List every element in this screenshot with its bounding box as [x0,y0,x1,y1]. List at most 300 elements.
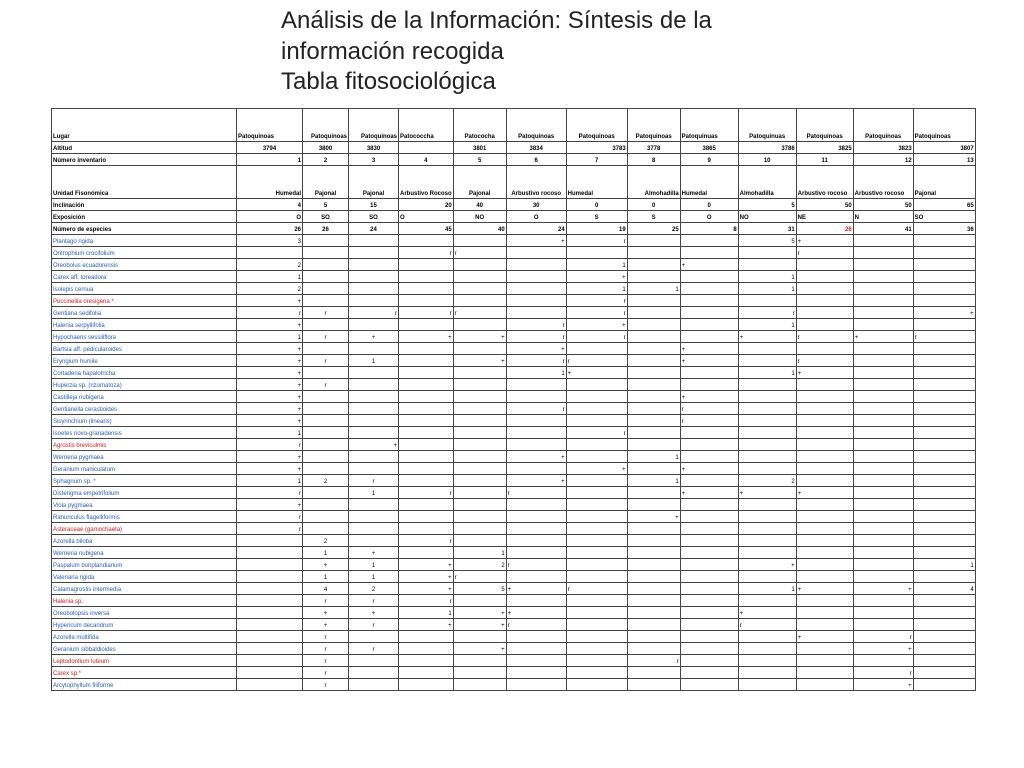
table-cell: r [738,307,796,319]
row-label: Oritrophium crocifolium [52,247,237,259]
table-cell [627,391,680,403]
table-cell [853,379,913,391]
table-cell: + [680,343,738,355]
table-cell: 1 [566,283,627,295]
table-cell [506,271,566,283]
table-cell: r [680,403,738,415]
table-cell: + [349,547,399,559]
table-cell [913,271,975,283]
table-cell: 3 [237,235,303,247]
table-cell [349,367,399,379]
table-cell [913,427,975,439]
table-cell: 26 [237,223,303,235]
table-cell [453,595,506,607]
table-cell: Pajonal [349,166,399,199]
table-cell [627,643,680,655]
table-cell [566,535,627,547]
table-cell: r [566,295,627,307]
table-cell [566,343,627,355]
table-cell [853,307,913,319]
table-cell [738,667,796,679]
table-cell [913,511,975,523]
species-row [52,367,976,379]
table-cell: 25 [627,223,680,235]
table-cell [566,643,627,655]
row-label: Sisyrinchium (linearis) [52,415,237,427]
table-cell [913,475,975,487]
table-cell [237,547,303,559]
table-cell [680,595,738,607]
table-cell: 2 [303,154,349,166]
table-cell [566,619,627,631]
table-cell: 13 [913,154,975,166]
species-row [52,631,976,643]
table-cell: 24 [506,223,566,235]
table-cell: 1 [237,154,303,166]
table-cell: 1 [399,607,454,619]
table-cell [680,619,738,631]
table-cell: O [399,211,454,223]
table-cell [738,259,796,271]
table-cell: + [453,355,506,367]
table-cell [680,451,738,463]
table-cell [627,487,680,499]
table-cell [506,247,566,259]
row-label: Sphagnum sp. * [52,475,237,487]
table-cell: 5 [303,199,349,211]
table-cell: 41 [853,223,913,235]
row-label: Carex sp.* [52,667,237,679]
species-row [52,571,976,583]
table-cell: r [303,595,349,607]
table-cell: r [566,331,627,343]
table-cell [796,667,853,679]
row-label: Ranunculus flagelliformis [52,511,237,523]
table-cell [627,559,680,571]
table-cell [399,451,454,463]
table-cell: r [349,643,399,655]
table-cell [399,355,454,367]
table-cell: + [453,619,506,631]
species-row [52,343,976,355]
table-cell [506,523,566,535]
table-cell [913,439,975,451]
table-cell [853,391,913,403]
table-cell [566,667,627,679]
row-label: Agrostis breviculmis [52,439,237,451]
table-cell: 1 [237,427,303,439]
table-cell: 9 [680,154,738,166]
table-cell: r [349,307,399,319]
table-cell [566,547,627,559]
table-cell [349,283,399,295]
table-cell [627,331,680,343]
table-cell [913,643,975,655]
table-cell [303,235,349,247]
table-cell: 5 [738,199,796,211]
table-cell [796,499,853,511]
table-cell [453,655,506,667]
table-cell: 1 [738,583,796,595]
species-row [52,403,976,415]
row-label: Isoetes novo-granadensis [52,427,237,439]
table-cell [680,535,738,547]
table-cell [680,559,738,571]
table-cell [237,655,303,667]
table-cell: 3801 [453,142,506,154]
table-cell [566,631,627,643]
species-row [52,427,976,439]
table-cell [913,655,975,667]
header-row [52,199,976,211]
table-cell [853,619,913,631]
table-cell: 1 [237,475,303,487]
table-cell [566,247,627,259]
table-cell [627,271,680,283]
title-line-2: información recogida [281,37,504,65]
row-label: Disterigma empetrifolium [52,487,237,499]
table-cell: + [566,463,627,475]
table-cell [506,655,566,667]
table-cell: + [506,475,566,487]
species-row [52,619,976,631]
table-cell [913,571,975,583]
species-row [52,247,976,259]
table-cell: + [237,379,303,391]
table-cell: r [796,355,853,367]
table-cell [399,415,454,427]
table-cell: 2 [303,475,349,487]
table-cell: Patoquinuas [680,109,738,142]
table-cell [627,547,680,559]
table-cell [506,259,566,271]
table-cell: + [506,451,566,463]
table-cell: + [237,367,303,379]
table-cell: 19 [566,223,627,235]
table-cell: NE [796,211,853,223]
table-cell: 0 [680,199,738,211]
table-cell [399,547,454,559]
table-cell [627,415,680,427]
table-cell: 3830 [349,142,399,154]
table-cell [566,511,627,523]
species-row [52,259,976,271]
table-cell [913,355,975,367]
table-cell: 50 [796,199,853,211]
row-label: Werneria pygmaea [52,451,237,463]
table-cell: 3783 [566,142,627,154]
table-cell [399,475,454,487]
table-cell: r [349,619,399,631]
table-cell [399,379,454,391]
species-row [52,379,976,391]
table-cell [853,271,913,283]
table-cell [566,655,627,667]
table-cell: + [566,271,627,283]
table-cell: + [566,319,627,331]
table-cell [796,343,853,355]
table-cell: r [303,307,349,319]
table-cell: 15 [349,199,399,211]
table-cell [738,511,796,523]
table-cell: Patoquinoas [853,109,913,142]
table-cell [853,247,913,259]
table-cell [303,403,349,415]
table-cell [453,523,506,535]
table-cell [796,307,853,319]
table-cell [506,547,566,559]
table-cell [303,427,349,439]
species-row [52,271,976,283]
table-cell [566,475,627,487]
species-row [52,559,976,571]
row-label: Geranium sibbaldioides [52,643,237,655]
table-cell: Humedal [680,166,738,199]
table-cell: r [399,595,454,607]
table-cell: r [453,571,506,583]
table-cell [453,535,506,547]
table-cell: + [680,391,738,403]
row-label: Geranium maniculatum [52,463,237,475]
table-cell [680,427,738,439]
table-cell: 3786 [738,142,796,154]
table-cell [399,403,454,415]
header-row [52,154,976,166]
table-cell: 3825 [796,142,853,154]
table-cell [566,595,627,607]
table-cell [349,667,399,679]
table-cell: S [627,211,680,223]
table-cell [506,463,566,475]
table-cell [627,535,680,547]
header-row [52,223,976,235]
table-cell [680,583,738,595]
row-label: Hypochaeris sessiliflora [52,331,237,343]
table-cell: 1 [349,487,399,499]
table-cell [796,571,853,583]
table-cell: Arbustivo rocoso [506,166,566,199]
table-cell: Patoquinoas [303,109,349,142]
table-cell [853,439,913,451]
table-cell [566,403,627,415]
table-cell [237,583,303,595]
table-cell: 40 [453,199,506,211]
title-line-3: Tabla fitosociológica [281,68,496,95]
table-cell [913,547,975,559]
table-cell: 1 [738,283,796,295]
table-cell: + [237,391,303,403]
table-cell [237,559,303,571]
table-cell [303,439,349,451]
table-cell [349,247,399,259]
table-cell [627,403,680,415]
table-cell [796,283,853,295]
table-cell [796,439,853,451]
table-cell [796,643,853,655]
table-cell [680,379,738,391]
table-cell [853,319,913,331]
table-cell [303,259,349,271]
table-cell: + [303,619,349,631]
header-row [52,166,976,199]
row-label: Leptodontium luteum [52,655,237,667]
table-cell: r [738,619,796,631]
table-cell: + [566,367,627,379]
table-cell [913,295,975,307]
table-cell [506,499,566,511]
table-cell [349,679,399,691]
row-label: Azorella multifida [52,631,237,643]
table-cell: 40 [453,223,506,235]
table-cell: + [738,487,796,499]
table-cell [796,295,853,307]
table-cell [506,535,566,547]
table-cell [399,367,454,379]
table-cell: + [237,451,303,463]
table-cell: + [680,487,738,499]
table-cell [303,511,349,523]
species-row [52,331,976,343]
table-cell [349,427,399,439]
table-cell [399,631,454,643]
table-cell [303,343,349,355]
table-cell: NO [453,211,506,223]
table-cell [913,247,975,259]
table-cell [853,655,913,667]
row-label: Oreobolopsis inversa [52,607,237,619]
table-cell [453,439,506,451]
table-cell [303,415,349,427]
table-cell [680,547,738,559]
table-cell [237,619,303,631]
table-cell [853,487,913,499]
row-label: Inclinación [52,199,237,211]
table-cell: + [399,571,454,583]
table-cell [566,559,627,571]
table-cell: 0 [627,199,680,211]
table-cell: 3794 [237,142,303,154]
table-cell: + [237,319,303,331]
table-cell: 1 [627,475,680,487]
table-cell [853,283,913,295]
table-cell [303,271,349,283]
table-cell [627,235,680,247]
table-cell: 2 [738,475,796,487]
species-row [52,499,976,511]
table-cell [349,391,399,403]
table-cell: 1 [627,283,680,295]
table-cell [237,643,303,655]
row-label: Gentianella cerastioides [52,403,237,415]
row-label: Oreobolus ecuadorensis [52,259,237,271]
table-cell [796,379,853,391]
table-cell: + [506,235,566,247]
table-cell [627,631,680,643]
table-cell: 65 [913,199,975,211]
table-cell [913,451,975,463]
table-cell [680,295,738,307]
table-cell [566,379,627,391]
table-cell: 30 [506,199,566,211]
table-cell [680,679,738,691]
table-cell: r [349,595,399,607]
table-cell: r [853,667,913,679]
table-cell [738,679,796,691]
table-cell [796,463,853,475]
header-row [52,211,976,223]
table-cell [627,571,680,583]
row-label: Unidad Fisonómica [52,166,237,199]
table-cell [680,307,738,319]
table-cell [627,307,680,319]
table-cell [913,631,975,643]
table-cell [738,643,796,655]
table-cell [349,403,399,415]
table-cell: + [796,583,853,595]
table-cell: Patoquinoas [506,109,566,142]
table-cell: + [349,439,399,451]
table-cell: + [399,583,454,595]
table-cell: + [680,355,738,367]
slide-title [281,6,981,98]
table-cell: S [566,211,627,223]
table-cell [303,463,349,475]
table-cell [399,643,454,655]
table-cell [738,355,796,367]
table-cell: + [796,487,853,499]
table-cell: r [453,247,506,259]
table-cell [796,319,853,331]
table-cell: 36 [913,223,975,235]
row-label: Castilleja nubigena [52,391,237,403]
table-cell [506,415,566,427]
table-cell [913,667,975,679]
table-cell [796,259,853,271]
table-cell [349,631,399,643]
table-cell [566,487,627,499]
table-cell [566,439,627,451]
table-cell [627,247,680,259]
header-row [52,142,976,154]
table-cell [303,487,349,499]
table-cell: 26 [303,223,349,235]
table-cell [506,631,566,643]
table-cell [680,331,738,343]
table-cell [680,655,738,667]
table-cell [627,679,680,691]
table-cell [913,607,975,619]
table-cell: r [303,379,349,391]
table-cell [738,343,796,355]
table-cell [738,463,796,475]
table-cell: + [399,331,454,343]
table-cell [680,283,738,295]
species-row [52,535,976,547]
table-cell: + [237,499,303,511]
table-cell: r [399,247,454,259]
table-cell: r [303,631,349,643]
table-cell: + [453,331,506,343]
species-row [52,307,976,319]
table-cell: 3 [349,154,399,166]
table-cell [627,499,680,511]
table-cell [237,667,303,679]
table-cell: 1 [349,571,399,583]
table-cell: 10 [738,154,796,166]
table-cell [399,511,454,523]
header-row [52,109,976,142]
row-label: Calamagrostis intermedia [52,583,237,595]
